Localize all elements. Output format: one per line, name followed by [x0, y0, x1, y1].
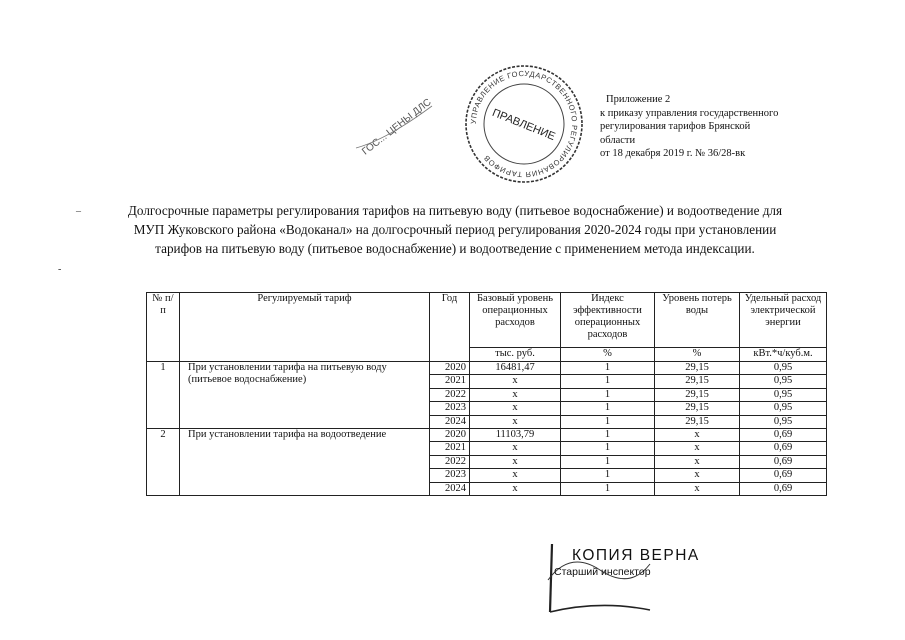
cell-loss: 29,15	[655, 415, 740, 428]
unit-loss: %	[655, 348, 740, 362]
appendix-line: от 18 декабря 2019 г. № 36/28-вк	[600, 148, 746, 159]
cell-base: x	[470, 455, 561, 468]
appendix-line: регулирования тарифов Брянской	[600, 121, 751, 132]
cell-year: 2023	[430, 469, 470, 482]
table-row	[147, 362, 827, 375]
cell-index: 1	[561, 455, 655, 468]
seal-ring-text: УПРАВЛЕНИЕ ГОСУДАРСТВЕННОГО РЕГУЛИРОВАНИЯ ТАРИФОВ	[468, 68, 580, 180]
header-year: Год	[430, 293, 470, 362]
table-header-row	[147, 293, 827, 348]
header-loss: Уровень потерь воды	[655, 293, 740, 348]
cell-energy: 0,95	[740, 388, 827, 401]
cell-year: 2023	[430, 402, 470, 415]
group-name: При установлении тарифа на водоотведение	[180, 428, 430, 495]
cell-loss: 29,15	[655, 362, 740, 375]
cell-energy: 0,69	[740, 482, 827, 495]
appendix-line: Приложение 2	[606, 94, 671, 105]
cell-energy: 0,69	[740, 428, 827, 441]
small-stamp	[346, 90, 446, 162]
cell-base: 11103,79	[470, 428, 561, 441]
cell-year: 2022	[430, 388, 470, 401]
cell-energy: 0,69	[740, 442, 827, 455]
cell-energy: 0,95	[740, 375, 827, 388]
header-num: № п/п	[147, 293, 180, 362]
tariff-parameters-table	[146, 292, 827, 496]
cell-index: 1	[561, 469, 655, 482]
cell-base: x	[470, 442, 561, 455]
cell-loss: x	[655, 428, 740, 441]
cell-year: 2020	[430, 362, 470, 375]
cell-index: 1	[561, 375, 655, 388]
appendix-note	[600, 93, 840, 161]
cell-year: 2024	[430, 482, 470, 495]
cell-base: x	[470, 388, 561, 401]
group-num: 2	[147, 428, 180, 495]
cell-base: x	[470, 469, 561, 482]
cell-index: 1	[561, 442, 655, 455]
round-seal-stamp	[462, 62, 586, 186]
cell-index: 1	[561, 402, 655, 415]
cell-year: 2020	[430, 428, 470, 441]
scan-mark: -	[58, 264, 62, 275]
document-title	[90, 201, 820, 258]
cell-index: 1	[561, 388, 655, 401]
unit-base: тыс. руб.	[470, 348, 561, 362]
group-num: 1	[147, 362, 180, 429]
cell-energy: 0,95	[740, 362, 827, 375]
cell-year: 2021	[430, 375, 470, 388]
header-tariff: Регулируемый тариф	[180, 293, 430, 362]
seal-center-text: ПРАВЛЕНИЕ	[490, 106, 557, 144]
cell-base: x	[470, 482, 561, 495]
copy-verified-stamp-title: КОПИЯ ВЕРНА	[572, 547, 700, 564]
cell-year: 2024	[430, 415, 470, 428]
small-stamp-text: ГОС... ЦЕНЫ ДЛС	[360, 96, 434, 158]
header-energy: Удельный расход электрической энергии	[740, 293, 827, 348]
cell-loss: x	[655, 442, 740, 455]
unit-index: %	[561, 348, 655, 362]
cell-year: 2021	[430, 442, 470, 455]
cell-base: 16481,47	[470, 362, 561, 375]
cell-loss: 29,15	[655, 375, 740, 388]
title-line: тарифов на питьевую воду (питьевое водоснабжение) и водоотведение с применением метода индексации.	[155, 241, 755, 256]
group-name: При установлении тарифа на питьевую воду (питьевое водоснабжение)	[180, 362, 430, 429]
header-index: Индекс эффективности операционных расходов	[561, 293, 655, 348]
appendix-line: области	[600, 134, 636, 146]
cell-loss: x	[655, 469, 740, 482]
appendix-line: к приказу управления государственного	[600, 107, 779, 119]
header-base: Базовый уровень операционных расходов	[470, 293, 561, 348]
cell-energy: 0,69	[740, 469, 827, 482]
title-line: Долгосрочные параметры регулирования тарифов на питьевую воду (питьевое водоснабжение) и водоотведение для	[127, 203, 783, 218]
cell-index: 1	[561, 428, 655, 441]
cell-index: 1	[561, 415, 655, 428]
copy-verified-stamp-position: Старший инспектор	[554, 566, 651, 578]
cell-loss: 29,15	[655, 388, 740, 401]
cell-base: x	[470, 402, 561, 415]
cell-index: 1	[561, 362, 655, 375]
title-line: МУП Жуковского района «Водоканал» на долгосрочный период регулирования 2020-2024 годы при установлении	[133, 222, 777, 237]
cell-energy: 0,95	[740, 402, 827, 415]
cell-year: 2022	[430, 455, 470, 468]
cell-base: x	[470, 415, 561, 428]
unit-energy: кВт.*ч/куб.м.	[740, 348, 827, 362]
cell-base: x	[470, 375, 561, 388]
cell-energy: 0,69	[740, 455, 827, 468]
cell-energy: 0,95	[740, 415, 827, 428]
cell-loss: x	[655, 455, 740, 468]
cell-index: 1	[561, 482, 655, 495]
table-row	[147, 428, 827, 441]
cell-loss: 29,15	[655, 402, 740, 415]
scan-mark: –	[76, 206, 81, 217]
cell-loss: x	[655, 482, 740, 495]
